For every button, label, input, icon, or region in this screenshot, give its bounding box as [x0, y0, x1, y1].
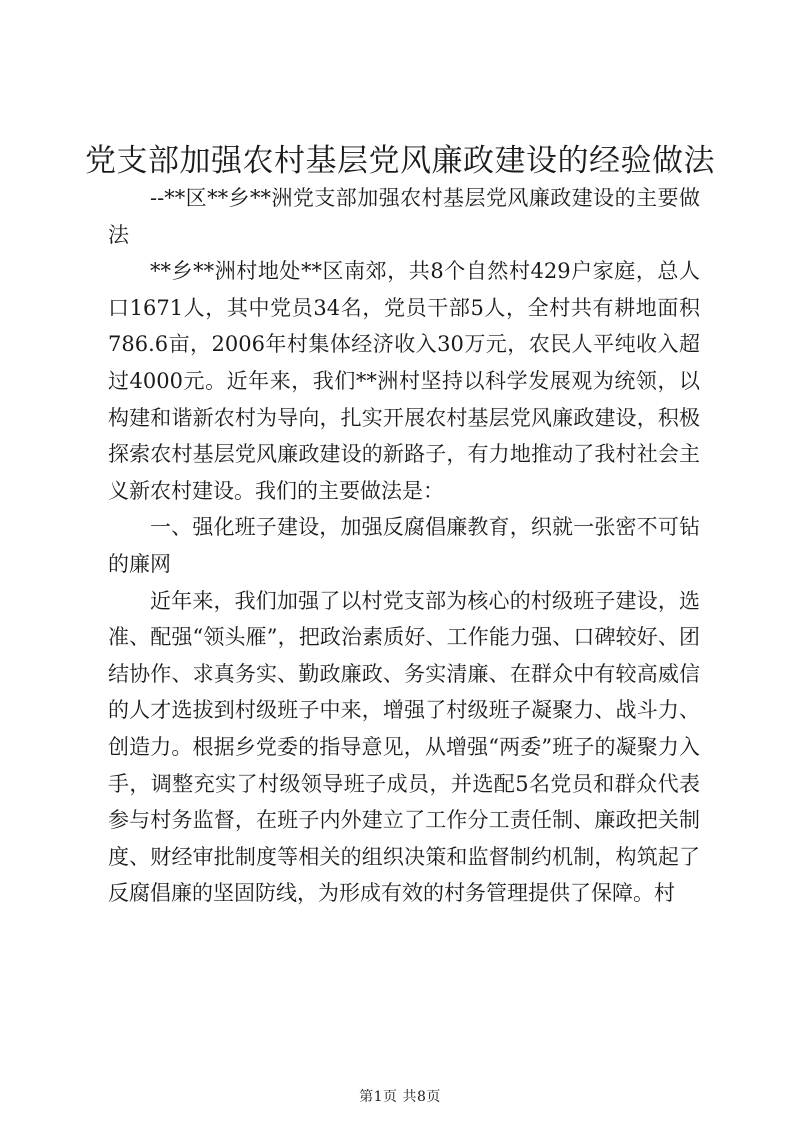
- page-footer: 第1页 共8页: [359, 1089, 441, 1105]
- document-subtitle: --**区**乡**洲党支部加强农村基层党风廉政建设的主要做法: [108, 186, 700, 247]
- document-title: 党支部加强农村基层党风廉政建设的经验做法: [85, 143, 715, 179]
- paragraph-intro: **乡**洲村地处**区南郊，共8个自然村429户家庭，总人口1671人，其中党员34名，党员干部5人，全村共有耕地面积786.6亩，2006年村集体经济收入30万元，农民人平纯收入超过4000元。近年来，我们**洲村坚持以科学发展观为统领，以构建和谐新农村为导向，扎实开展农村基层党风廉政建设，积极探索农村基层党风廉政建设的新路子，有力地推动了我村社会主义新农村建设。我们的主要做法是：: [108, 259, 700, 503]
- document-body: [108, 180, 700, 912]
- section-heading-1: 一、强化班子建设，加强反腐倡廉教育，织就一张密不可钻的廉网: [108, 515, 700, 576]
- paragraph-section-1: 近年来，我们加强了以村党支部为核心的村级班子建设，选准、配强“领头雁”，把政治素质好、工作能力强、口碑较好、团结协作、求真务实、勤政廉政、务实清廉、在群众中有较高威信的人才选拔到村级班子中来，增强了村级班子凝聚力、战斗力、创造力。根据乡党委的指导意见，从增强“两委”班子的凝聚力入手，调整充实了村级领导班子成员，并选配5名党员和群众代表参与村务监督，在班子内外建立了工作分工责任制、廉政把关制度、财经审批制度等相关的组织决策和监督制约机制，构筑起了反腐倡廉的坚固防线，为形成有效的村务管理提供了保障。村: [108, 588, 700, 906]
